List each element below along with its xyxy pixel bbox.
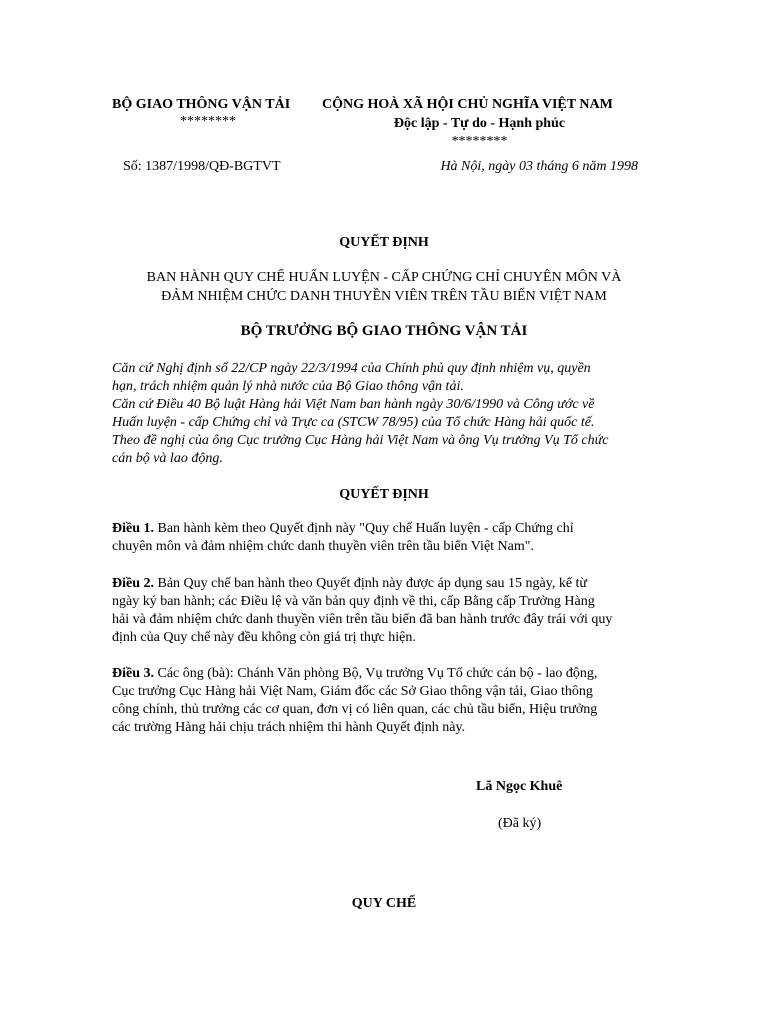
document-subtitle-line: BAN HÀNH QUY CHẾ HUẤN LUYỆN - CẤP CHỨNG CHỈ CHUYÊN MÔN VÀ — [146, 270, 622, 285]
national-stars: ******** — [451, 134, 508, 149]
article-line: chuyên môn và đảm nhiệm chức danh thuyền viên trên tầu biển Việt Nam". — [112, 539, 534, 554]
issuing-organization: BỘ GIAO THÔNG VẬN TẢI — [112, 97, 291, 112]
preamble-line: Theo đề nghị của ông Cục trưởng Cục Hàng hải Việt Nam và ông Vụ trưởng Vụ Tổ chức — [112, 433, 609, 448]
article-line: hải và đảm nhiệm chức danh thuyền viên trên tầu biển đã ban hành trước đây trái với quy — [112, 612, 613, 627]
article-line: ngày ký ban hành; các Điều lệ và văn bản quy định về thi, cấp Bằng cấp Trưởng Hàng — [112, 594, 595, 609]
article-3 — [112, 665, 652, 737]
document-subtitle-line: ĐẢM NHIỆM CHỨC DANH THUYỀN VIÊN TRÊN TẦU BIỂN VIỆT NAM — [161, 289, 607, 304]
article-label: Điều 2. — [112, 576, 154, 591]
article-line: công chính, thủ trưởng các cơ quan, đơn vị có liên quan, các chủ tầu biển, Hiệu trưởng — [112, 702, 598, 717]
document-number: Số: 1387/1998/QĐ-BGTVT — [123, 159, 281, 174]
article-line — [112, 520, 652, 538]
article-text: Ban hành kèm theo Quyết định này "Quy chế Huấn luyện - cấp Chứng chỉ — [154, 521, 574, 536]
preamble-line: Huấn luyện - cấp Chứng chỉ và Trực ca (STCW 78/95) của Tổ chức Hàng hải quốc tế. — [112, 415, 595, 430]
article-1 — [112, 520, 652, 556]
regulation-title: QUY CHẾ — [351, 896, 417, 911]
article-line: Cục trưởng Cục Hàng hải Việt Nam, Giám đốc các Sở Giao thông vận tải, Giao thông — [112, 684, 593, 699]
place-and-date: Hà Nội, ngày 03 tháng 6 năm 1998 — [440, 159, 638, 174]
preamble-line: cán bộ và lao động. — [112, 451, 223, 466]
article-text: Các ông (bà): Chánh Văn phòng Bộ, Vụ trưởng Vụ Tổ chức cán bộ - lao động, — [154, 666, 598, 681]
article-label: Điều 1. — [112, 521, 154, 536]
preamble-line: hạn, trách nhiệm quản lý nhà nước của Bộ Giao thông vận tải. — [112, 379, 464, 394]
article-line — [112, 665, 652, 683]
organization-stars: ******** — [180, 114, 236, 129]
preamble-line: Căn cứ Nghị định số 22/CP ngày 22/3/1994 của Chính phủ quy định nhiệm vụ, quyền — [112, 361, 591, 376]
article-line — [112, 575, 652, 593]
issuing-authority: BỘ TRƯỞNG BỘ GIAO THÔNG VẬN TẢI — [240, 323, 528, 339]
article-label: Điều 3. — [112, 666, 154, 681]
document-title: QUYẾT ĐỊNH — [339, 235, 429, 250]
preamble-line: Căn cứ Điều 40 Bộ luật Hàng hải Việt Nam ban hành ngày 30/6/1990 và Công ước về — [112, 397, 595, 412]
preamble — [112, 360, 652, 468]
national-motto: Độc lập - Tự do - Hạnh phúc — [393, 116, 566, 131]
signed-note: (Đã ký) — [498, 816, 542, 831]
decision-heading: QUYẾT ĐỊNH — [339, 487, 429, 502]
article-line: các trường Hàng hải chịu trách nhiệm thi hành Quyết định này. — [112, 720, 466, 735]
article-line: định của Quy chế này đều không còn giá trị thực hiện. — [112, 630, 416, 645]
signer-name: Lã Ngọc Khuê — [476, 779, 563, 794]
article-2 — [112, 575, 652, 647]
article-text: Bản Quy chế ban hành theo Quyết định này được áp dụng sau 15 ngày, kể từ — [154, 576, 588, 591]
national-title: CỘNG HOÀ XÃ HỘI CHỦ NGHĨA VIỆT NAM — [322, 97, 613, 112]
